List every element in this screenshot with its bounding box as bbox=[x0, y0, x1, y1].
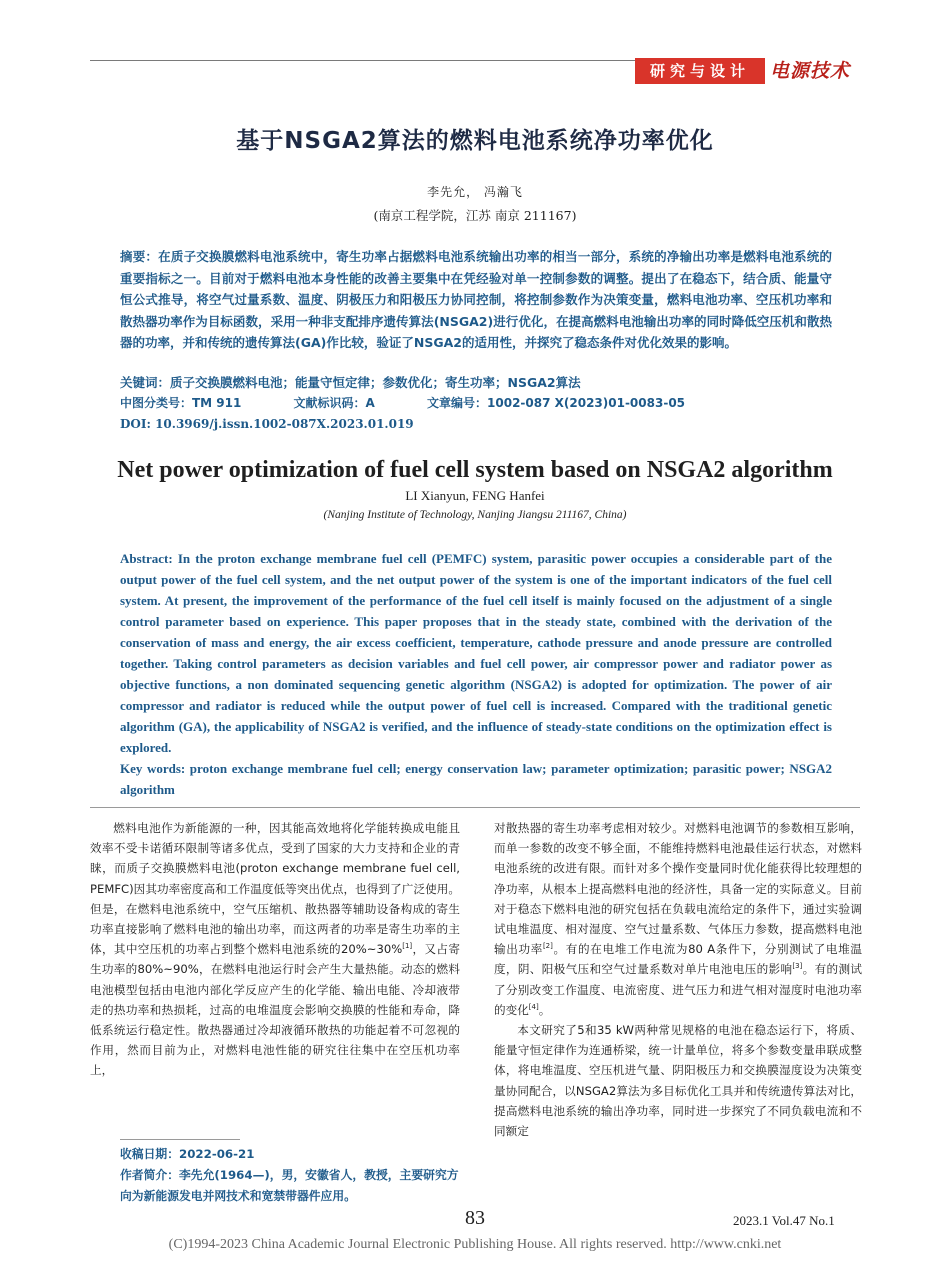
chinese-authors: 李先允， 冯瀚飞 bbox=[427, 185, 523, 199]
section-divider bbox=[90, 807, 860, 808]
header-rule bbox=[90, 60, 635, 61]
body-column-right bbox=[494, 818, 862, 1141]
english-abstract: Abstract: In the proton exchange membrane fuel cell (PEMFC) system, parasitic power occupies a considerable part of the output power of the fuel cell system, and the net output power of the system is one of the important indicators of the fuel cell system. At present, the improvement of the performance of the fuel cell itself is mainly focused on the adjustment of a single control parameter based on experience. This paper proposes that in the steady state, combined with the derivation of the conservation of mass and energy, the air excess coefficient, temperature, cathode pressure and anode pressure are controlled together. Taking control parameters as decision variables and fuel cell power, air compressor power and radiator power as objective functions, a non dominated sequencing genetic algorithm (NSGA2) is adopted for optimization. The power of air compressor and radiator is reduced while the output power of fuel cell is increased. Compared with the traditional genetic algorithm (GA), the applicability of NSGA2 is verified, and the influence of steady-state conditions on the optimization effect is explored. bbox=[120, 551, 832, 755]
page-number: 83 bbox=[465, 1207, 485, 1229]
doi: DOI: 10.3969/j.issn.1002-087X.2023.01.019 bbox=[120, 417, 414, 431]
citation-3[interactable]: [3] bbox=[792, 962, 803, 971]
chinese-affiliation: (南京工程学院，江苏 南京 211167) bbox=[373, 208, 577, 223]
document-code: 文献标识码：A bbox=[293, 396, 375, 410]
chinese-keywords: 关键词：质子交换膜燃料电池；能量守恒定律；参数优化；寄生功率；NSGA2算法 bbox=[120, 375, 581, 390]
citation-4[interactable]: [4] bbox=[528, 1002, 539, 1011]
section-label: 研究与设计 bbox=[635, 58, 765, 84]
english-authors: LI Xianyun, FENG Hanfei bbox=[405, 488, 545, 503]
body-column-left bbox=[90, 818, 460, 1081]
issue-info: 2023.1 Vol.47 No.1 bbox=[733, 1213, 835, 1228]
chinese-title: 基于NSGA2算法的燃料电池系统净功率优化 bbox=[236, 128, 714, 154]
article-number: 文章编号：1002-087 X(2023)01-0083-05 bbox=[427, 396, 686, 410]
citation-1[interactable]: [1] bbox=[402, 942, 413, 951]
journal-logo: 电源技术 bbox=[770, 60, 851, 82]
classification-line bbox=[120, 393, 832, 414]
footnote-rule bbox=[120, 1139, 240, 1140]
footnote bbox=[120, 1144, 465, 1207]
copyright-line: (C)1994-2023 China Academic Journal Electronic Publishing House. All rights reserved. http://www.cnki.net bbox=[168, 1237, 782, 1252]
citation-2[interactable]: [2] bbox=[542, 942, 553, 951]
class-number: 中图分类号：TM 911 bbox=[120, 396, 242, 410]
received-date: 收稿日期：2022-06-21 bbox=[120, 1147, 255, 1161]
chinese-abstract: 摘要：在质子交换膜燃料电池系统中，寄生功率占据燃料电池系统输出功率的相当一部分，系统的净输出功率是燃料电池系统的重要指标之一。目前对于燃料电池本身性能的改善主要集中在凭经验对单一控制参数的调整。提出了在稳态下，结合质、能量守恒公式推导，将空气过量系数、温度、阴极压力和阳极压力协同控制，将控制参数作为决策变量，燃料电池功率、空压机功率和散热器功率作为目标函数，采用一种非支配排序遗传算法(NSGA2)进行优化，在提高燃料电池输出功率的同时降低空压机和散热器的功率，并和传统的遗传算法(GA)作比较，验证了NSGA2的适用性，并探究了稳态条件对优化效果的影响。 bbox=[120, 249, 832, 350]
body-paragraph: 对散热器的寄生功率考虑相对较少。对燃料电池调节的参数相互影响，而单一参数的改变不够全面，不能维持燃料电池最佳运行状态，对燃料电池系统的改进有限。而针对多个操作变量同时优化能获得比较理想的净功率，从根本上提高燃料电池的经济性，具备一定的实际意义。目前对于稳态下燃料电池的研究包括在负载电流给定的条件下，通过实验调试电堆温度、相对湿度、空气过量系数、气体压力参数，提高燃料电池输出功率[2]。有的在电堆工作电流为80 A条件下，分别测试了电堆温度，阴、阳极气压和空气过量系数对单片电池电压的影响[3]。有的测试了分别改变工作温度、电流密度、进气压力和进气相对湿度时电池功率的变化[4]。 bbox=[494, 821, 862, 1017]
english-keywords: Key words: proton exchange membrane fuel cell; energy conservation law; parameter optimization; parasitic power; NSGA2 algorithm bbox=[120, 761, 832, 797]
body-paragraph: 燃料电池作为新能源的一种，因其能高效地将化学能转换成电能且效率不受卡诺循环限制等诸多优点，受到了国家的大力支持和企业的青睐，而质子交换膜燃料电池(proton exchange membrane fuel cell, PEMFC)因其功率密度高和工作温度低等突出优点，也得到了广泛使用。但是，在燃料电池系统中，空气压缩机、散热器等辅助设备构成的寄生功率直接影响了燃料电池的输出功率，而这两者的功率是寄生功率的主体，其中空压机的功率占到整个燃料电池系统的20%~30%[1]，又占寄生功率的80%~90%，在燃料电池运行时会产生大量热能。动态的燃料电池模型包括由电池内部化学反应产生的化学能、输出电能、冷却液带走的热功率和热损耗，过高的电堆温度会影响交换膜的性能和寿命，降低系统运行稳定性。散热器通过冷却液循环散热的功能起着不可忽视的作用，然而目前为止，对燃料电池性能的研究往往集中在空压机功率上， bbox=[90, 821, 460, 1078]
author-bio: 作者简介：李先允(1964—)，男，安徽省人，教授，主要研究方向为新能源发电并网技术和宽禁带器件应用。 bbox=[120, 1168, 459, 1203]
body-paragraph: 本文研究了5和35 kW两种常见规格的电池在稳态运行下，将质、能量守恒定律作为连通桥梁，统一计量单位，将多个参数变量串联成整体，将电堆温度、空压机进气量、阴阳极压力和交换膜湿度设为决策变量协同配合，以NSGA2算法为多目标优化工具并和传统遗传算法对比，提高燃料电池系统的输出净功率，同时进一步探究了不同负载电流和不同额定 bbox=[494, 1023, 862, 1139]
english-affiliation: (Nanjing Institute of Technology, Nanjing Jiangsu 211167, China) bbox=[323, 509, 627, 521]
english-title: Net power optimization of fuel cell system based on NSGA2 algorithm bbox=[117, 457, 833, 483]
